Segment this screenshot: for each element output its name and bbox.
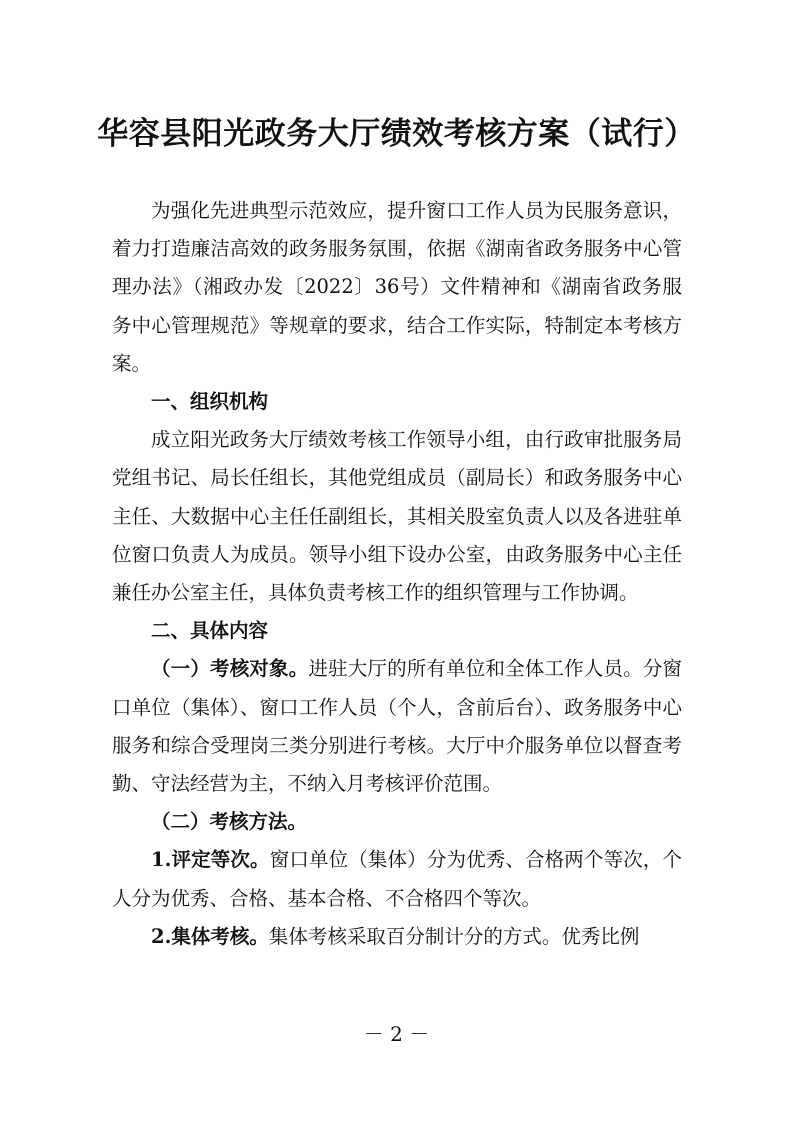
collective-assessment-text: 集体考核采取百分制计分的方式。优秀比例 <box>268 924 640 948</box>
page-number: － 2 － <box>363 1022 430 1046</box>
collective-assessment-label: 2.集体考核。 <box>151 924 269 948</box>
document-title: 华容县阳光政务大厅绩效考核方案（试行） <box>97 116 696 152</box>
rating-grade-text: 窗口单位（集体）分为优秀、合格两个等次，个人分为优秀、合格、基本合格、不合格四个等次。 <box>112 848 682 910</box>
assessment-method-label: （二）考核方法。 <box>151 810 308 834</box>
collective-assessment-paragraph <box>112 918 682 956</box>
assessment-target-label: （一）考核对象。 <box>151 657 309 681</box>
assessment-target-paragraph <box>112 650 682 803</box>
section-heading-content: 二、具体内容 <box>151 619 269 643</box>
section-heading-organization: 一、组织机构 <box>151 390 269 414</box>
intro-paragraph: 为强化先进典型示范效应，提升窗口工作人员为民服务意识，着力打造廉洁高效的政务服务氛围，依据《湖南省政务服务中心管理办法》（湘政办发〔2022〕36号）文件精神和《湖南省政务服务中心管理规范》等规章的要求，结合工作实际，特制定本考核方案。 <box>112 199 682 375</box>
rating-grade-paragraph <box>112 841 682 917</box>
assessment-target-text: 进驻大厅的所有单位和全体工作人员。分窗口单位（集体）、窗口工作人员（个人，含前后台）、政务服务中心服务和综合受理岗三类分别进行考核。大厅中介服务单位以督查考勤、守法经营为主，不纳入月考核评价范围。 <box>112 657 682 796</box>
organization-paragraph: 成立阳光政务大厅绩效考核工作领导小组，由行政审批服务局党组书记、局长任组长，其他党组成员（副局长）和政务服务中心主任、大数据中心主任任副组长，其相关股室负责人以及各进驻单位窗口负责人为成员。领导小组下设办公室，由政务服务中心主任兼任办公室主任，具体负责考核工作的组织管理与工作协调。 <box>112 428 682 605</box>
rating-grade-label: 1.评定等次。 <box>151 848 270 872</box>
document-body <box>112 192 682 956</box>
